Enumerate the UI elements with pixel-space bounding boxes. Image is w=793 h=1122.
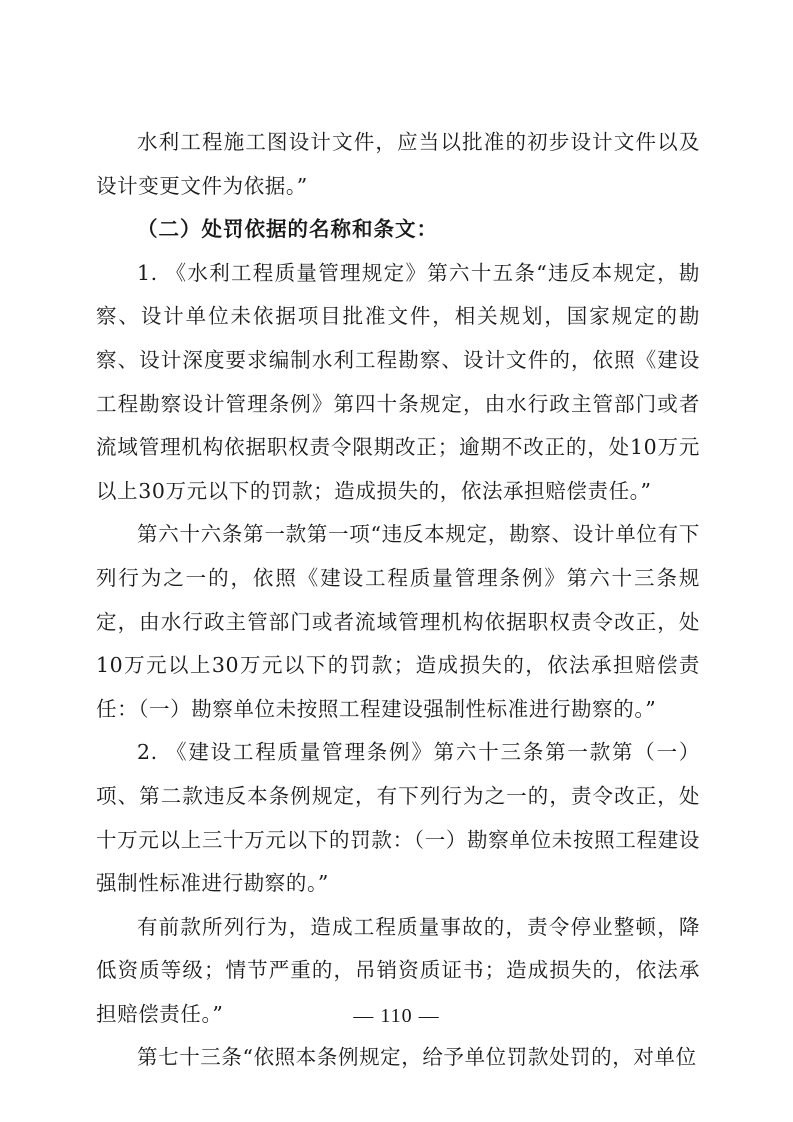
paragraph-article-65: 1. 《水利工程质量管理规定》第六十五条“违反本规定，勘察、设计单位未依据项目批准文件，相关规划，国家规定的勘察、设计深度要求编制水利工程勘察、设计文件的，依照《建设工程勘察设计管理条例》第四十条规定，由水行政主管部门或者流域管理机构依据职权责令限期改正；逾期不改正的，处10万元以上30万元以下的罚款；造成损失的，依法承担赔偿责任。” bbox=[96, 260, 700, 503]
paragraph-regulation-article-63: 2. 《建设工程质量管理条例》第六十三条第一款第（一）项、第二款违反本条例规定，有下列行为之一的，责令改正，处十万元以上三十万元以下的罚款：（一）勘察单位未按照工程建设强制性标准进行勘察的。” bbox=[96, 740, 700, 896]
page-number: — 110 — bbox=[353, 1005, 440, 1027]
paragraph-article-66: 第六十六条第一款第一项“违反本规定，勘察、设计单位有下列行为之一的，依照《建设工程质量管理条例》第六十三条规定，由水行政主管部门或者流域管理机构依据职权责令改正，处10万元以上30万元以下的罚款；造成损失的，依法承担赔偿责任：（一）勘察单位未按照工程建设强制性标准进行勘察的。” bbox=[96, 522, 700, 721]
paragraph-prior-clause: 有前款所列行为，造成工程质量事故的，责令停业整顿，降低资质等级；情节严重的，吊销资质证书；造成损失的，依法承担赔偿责任。” bbox=[96, 914, 700, 1026]
paragraph-design-basis: 水利工程施工图设计文件，应当以批准的初步设计文件以及设计变更文件为依据。” bbox=[96, 130, 700, 198]
section-heading-penalty-basis: （二）处罚依据的名称和条文： bbox=[137, 217, 438, 242]
document-body bbox=[96, 121, 700, 1080]
paragraph-article-73: 第七十三条“依照本条例规定，给予单位罚款处罚的，对单位 bbox=[137, 1045, 697, 1070]
